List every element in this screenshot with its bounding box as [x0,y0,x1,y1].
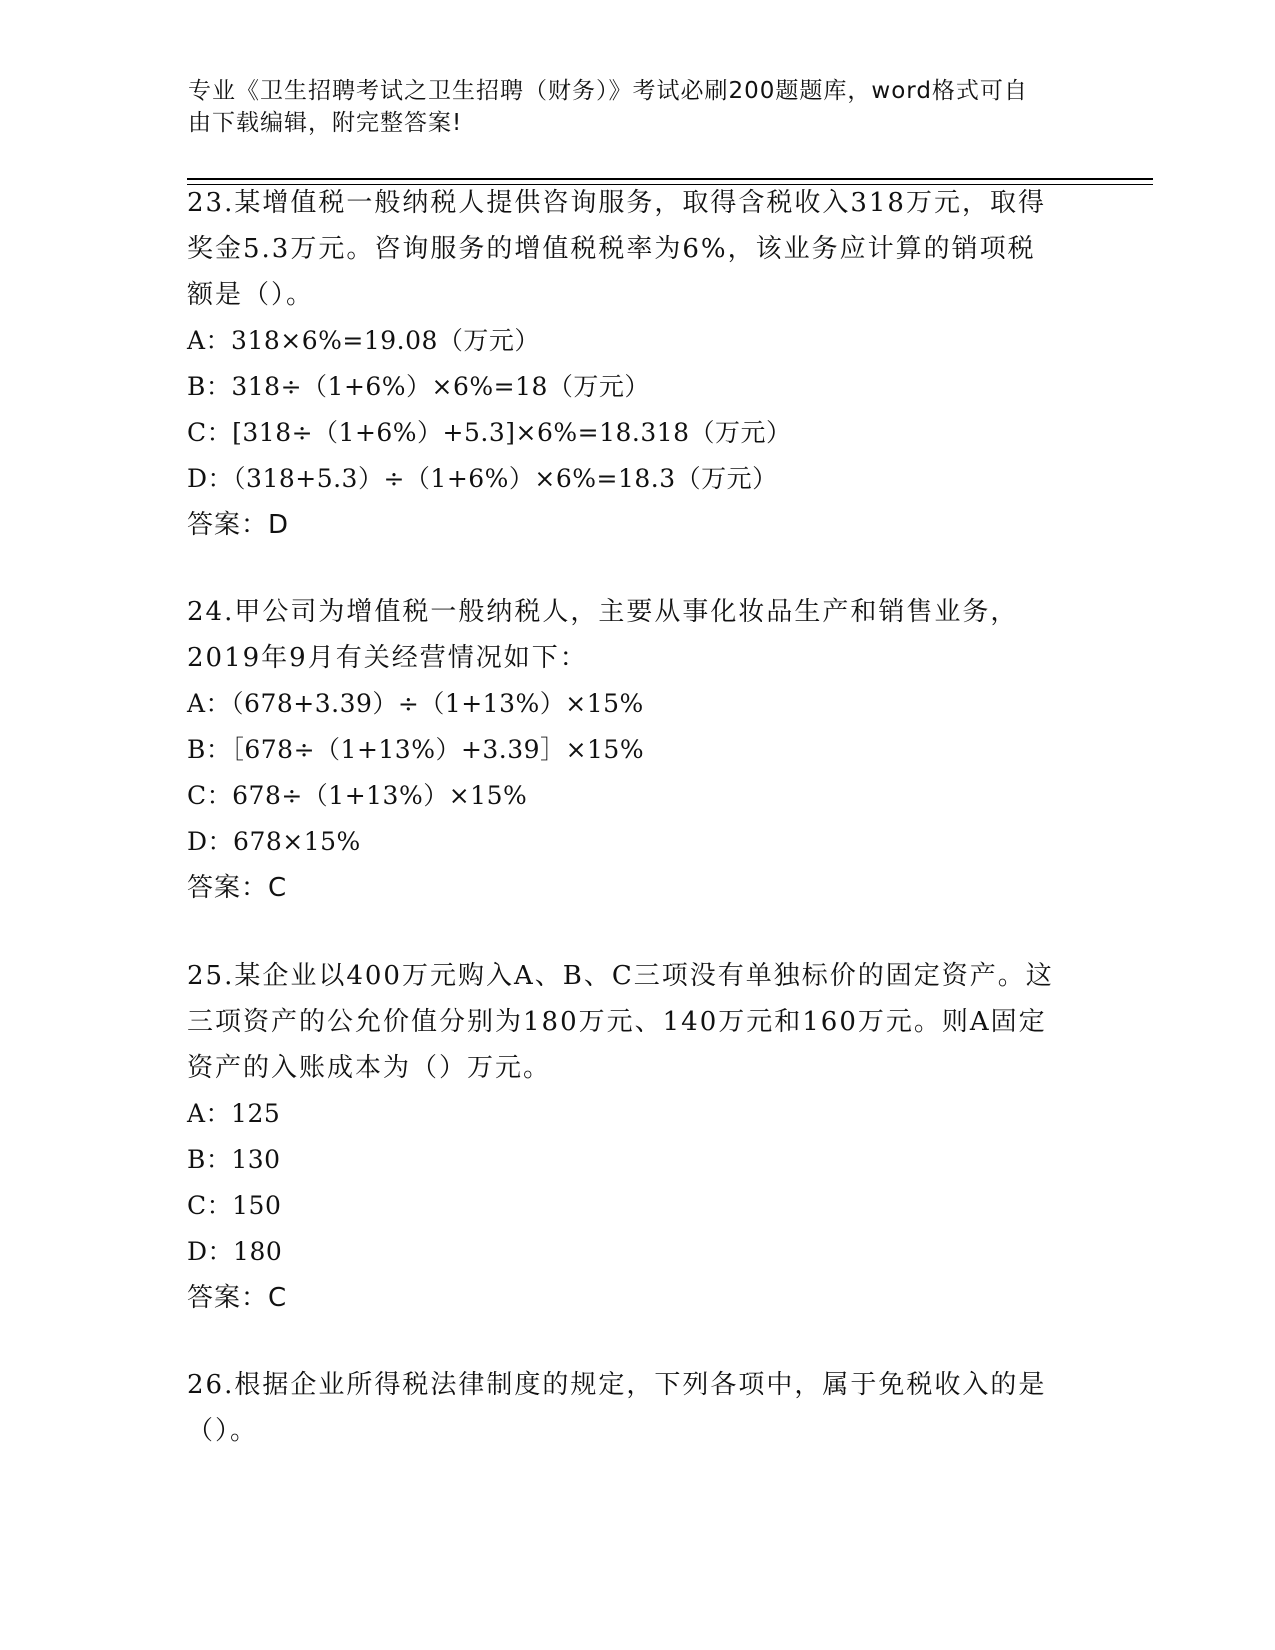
question-text-line: 24.甲公司为增值税一般纳税人，主要从事化妆品生产和销售业务， [187,597,1019,627]
option-a: A：318×6%=19.08（万元） [187,326,540,355]
answer-label: 答案：C [187,873,288,903]
answer-label: 答案：D [187,510,290,540]
option-c: C：150 [187,1191,282,1220]
question-text-line: 三项资产的公允价值分别为180万元、140万元和160万元。则A固定 [187,1007,1047,1037]
header-line-2: 由下载编辑，附完整答案! [188,110,463,136]
question-text-line: 26.根据企业所得税法律制度的规定，下列各项中，属于免税收入的是 [187,1370,1047,1400]
question-text-line: （）。 [187,1416,259,1446]
question-text-line: 奖金5.3万元。咨询服务的增值税税率为6%，该业务应计算的销项税 [187,234,1036,264]
document-header [188,75,1088,139]
option-a: A：125 [187,1099,281,1128]
answer-label: 答案：C [187,1283,288,1313]
option-b: B：130 [187,1145,281,1174]
option-d: D：（318+5.3）÷（1+6%）×6%=18.3（万元） [187,464,778,493]
question-text-line: 2019年9月有关经营情况如下： [187,643,588,673]
question-text-line: 25.某企业以400万元购入A、B、C三项没有单独标价的固定资产。这 [187,961,1054,991]
option-c: C：678÷（1+13%）×15% [187,781,528,810]
question-23 [187,180,1087,548]
option-c: C：[318÷（1+6%）+5.3]×6%=18.318（万元） [187,418,792,447]
option-b: B：［678÷（1+13%）+3.39］×15% [187,735,645,764]
option-b: B：318÷（1+6%）×6%=18（万元） [187,372,650,401]
question-text-line: 额是（）。 [187,280,315,310]
option-d: D：180 [187,1237,283,1266]
question-text-line: 资产的入账成本为（）万元。 [187,1053,552,1083]
question-24 [187,589,1087,911]
header-line-1: 专业《卫生招聘考试之卫生招聘（财务）》考试必刷200题题库，word格式可自 [188,78,1028,104]
option-d: D：678×15% [187,827,361,856]
option-a: A：（678+3.39）÷（1+13%）×15% [187,689,644,718]
question-text-line: 23.某增值税一般纳税人提供咨询服务，取得含税收入318万元，取得 [187,188,1046,218]
question-26 [187,1362,1087,1454]
question-25 [187,953,1087,1321]
